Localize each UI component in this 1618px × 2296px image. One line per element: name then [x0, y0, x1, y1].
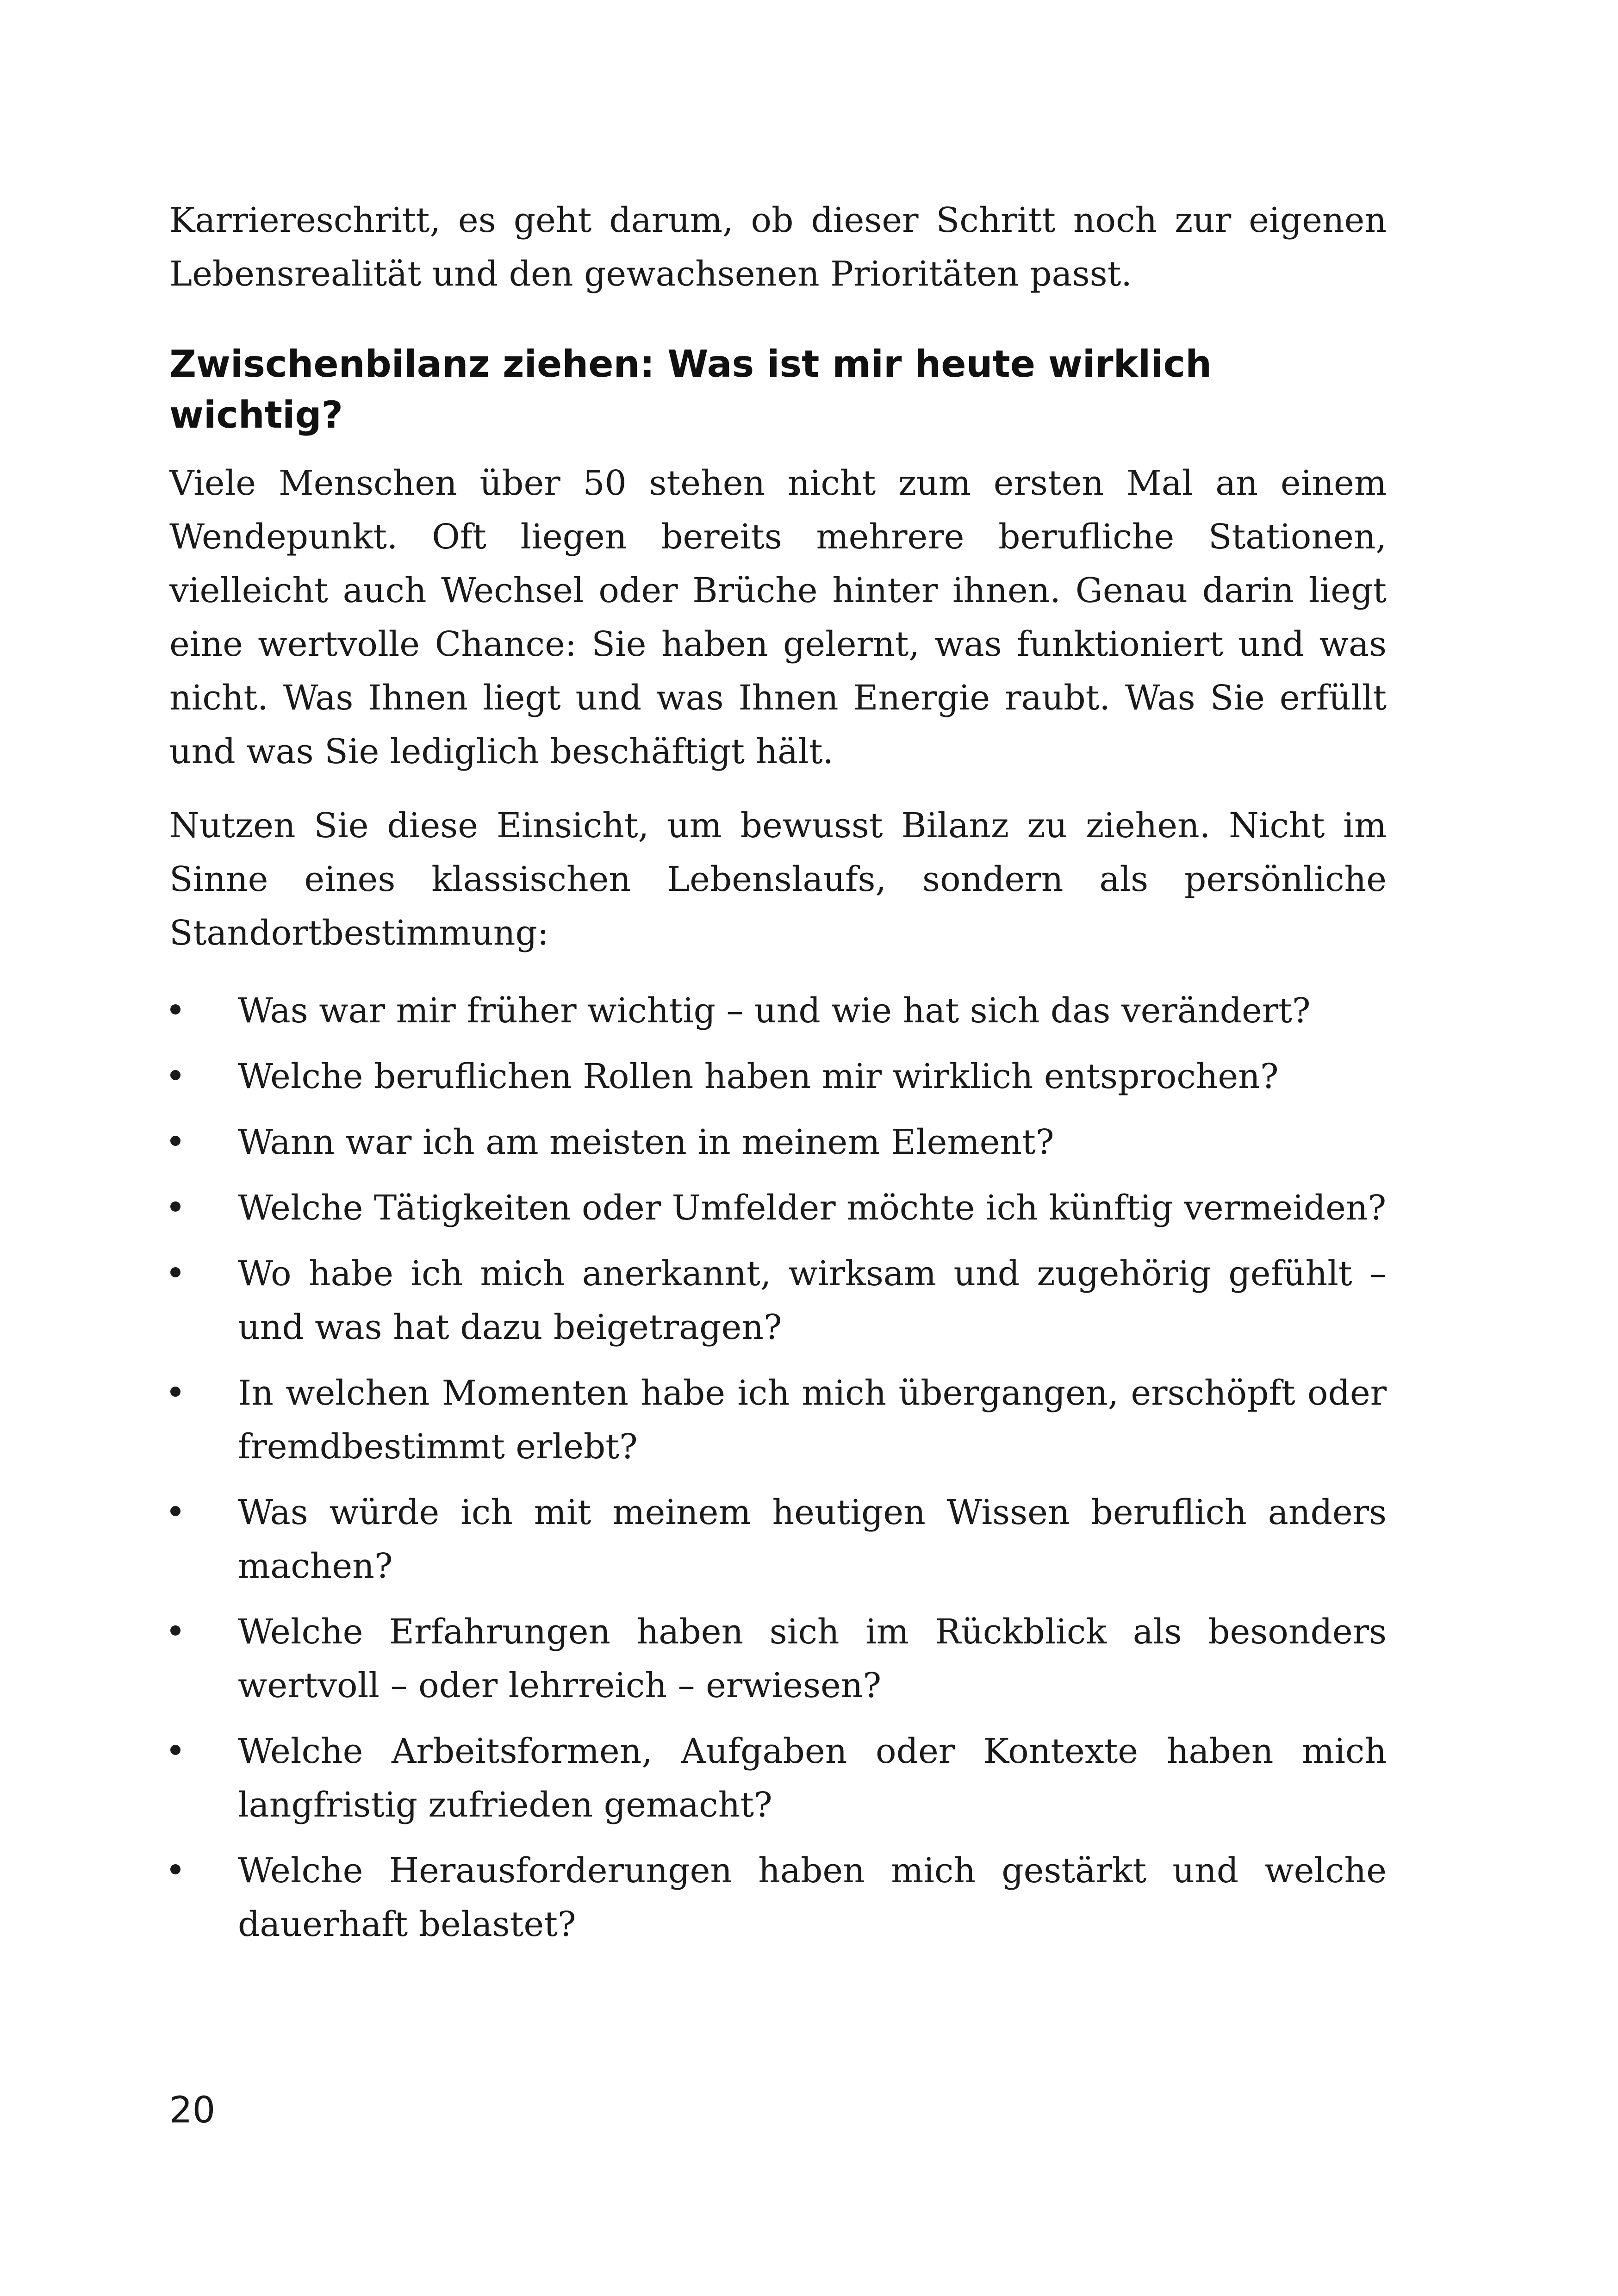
list-item-text: Welche beruflichen Rollen haben mir wirklich entsprochen? — [238, 1057, 1279, 1096]
bullet-icon — [170, 1506, 180, 1516]
list-item — [169, 1605, 1387, 1712]
list-item-text: Welche Arbeitsformen, Aufgaben oder Kontexte haben mich langfristig zufrieden gemacht? — [238, 1731, 1387, 1825]
reflection-questions-list — [169, 984, 1387, 1951]
list-item — [169, 1181, 1387, 1235]
list-item — [169, 1724, 1387, 1832]
bullet-icon — [170, 1267, 180, 1277]
list-item — [169, 1247, 1387, 1354]
bullet-icon — [170, 1387, 180, 1397]
list-item — [169, 984, 1387, 1038]
bullet-icon — [170, 1136, 180, 1146]
bullet-icon — [170, 1625, 180, 1636]
bullet-icon — [170, 1745, 180, 1755]
page-content — [169, 193, 1387, 1963]
list-item-text: Wo habe ich mich anerkannt, wirksam und zugehörig gefühlt – und was hat dazu beigetragen? — [238, 1254, 1387, 1347]
list-item-text: Was würde ich mit meinem heutigen Wissen beruflich anders machen? — [238, 1493, 1387, 1586]
list-item-text: Welche Tätigkeiten oder Umfelder möchte ich künftig vermeiden? — [238, 1188, 1387, 1228]
list-item-text: Wann war ich am meisten in meinem Element? — [238, 1122, 1054, 1162]
list-item — [169, 1115, 1387, 1169]
bullet-icon — [170, 1070, 180, 1080]
bullet-icon — [170, 1004, 180, 1014]
list-item-text: Welche Erfahrungen haben sich im Rückblick als besonders wertvoll – oder lehrreich – erwiesen? — [238, 1612, 1387, 1705]
continuation-paragraph: Karriereschritt, es geht darum, ob dieser Schritt noch zur eigenen Lebensrealität und den gewachsenen Prioritäten passt. — [169, 200, 1387, 294]
list-item — [169, 1486, 1387, 1593]
paragraph-gap — [169, 778, 1387, 799]
bullet-icon — [170, 1864, 180, 1874]
list-item — [169, 1844, 1387, 1951]
section-heading: Zwischenbilanz ziehen: Was ist mir heute wirklich wichtig? — [169, 342, 1212, 436]
bullet-icon — [170, 1201, 180, 1212]
body-paragraph-1: Viele Menschen über 50 stehen nicht zum ersten Mal an einem Wendepunkt. Oft liegen bereits mehrere berufliche Stationen, vielleicht auch Wechsel oder Brüche hinter ihnen. Genau darin liegt eine wertvolle Chance: Sie haben gelernt, was funktioniert und was nicht. Was Ihnen liegt und was Ihnen Energie raubt. Was Sie erfüllt und was Sie lediglich beschäftigt hält. — [169, 463, 1387, 772]
body-paragraph-2: Nutzen Sie diese Einsicht, um bewusst Bilanz zu ziehen. Nicht im Sinne eines klassischen Lebenslaufs, sondern als persönliche Standortbestimmung: — [169, 806, 1387, 953]
list-item-text: Was war mir früher wichtig – und wie hat sich das verändert? — [238, 991, 1311, 1031]
list-item-text: In welchen Momenten habe ich mich übergangen, erschöpft oder fremdbestimmt erlebt? — [238, 1373, 1387, 1467]
list-item-text: Welche Herausforderungen haben mich gestärkt und welche dauerhaft belastet? — [238, 1851, 1387, 1944]
page-number: 20 — [169, 2090, 216, 2131]
list-item — [169, 1366, 1387, 1474]
list-item — [169, 1050, 1387, 1103]
